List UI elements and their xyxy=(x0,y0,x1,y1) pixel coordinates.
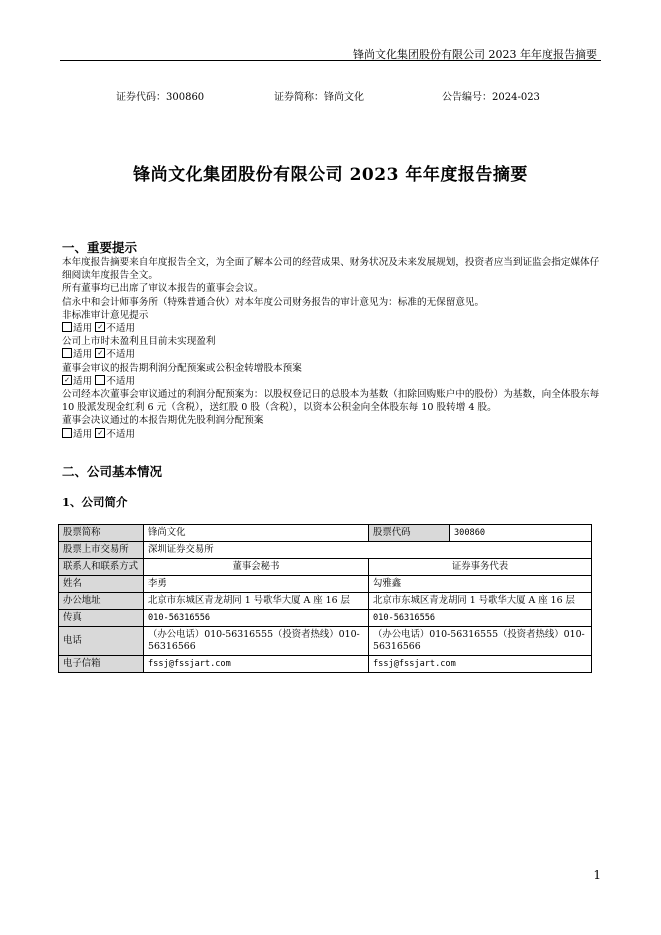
table-label-cell: 电话 xyxy=(59,627,144,656)
subsection-heading-company-profile: 1、公司简介 xyxy=(62,495,128,509)
note-paragraph: 非标准审计意见提示 xyxy=(62,309,149,321)
document-title: 锋尚文化集团股份有限公司 2023 年年度报告摘要 xyxy=(133,165,528,185)
table-row xyxy=(59,542,592,559)
note-paragraph: 本年度报告摘要来自年度报告全文，为全面了解本公司的经营成果、财务状况及未来发展规划，投资者应当到证监会指定媒体仔细阅读年度报告全文。 xyxy=(62,257,600,282)
header-rule xyxy=(60,60,601,61)
table-label-cell: 传真 xyxy=(59,610,144,627)
company-profile-table xyxy=(58,524,592,673)
table-cell: 北京市东城区青龙胡同 1 号歌华大厦 A 座 16 层 xyxy=(144,593,369,610)
note-paragraph: 信永中和会计师事务所（特殊普通合伙）对本年度公司财务报告的审计意见为：标准的无保留意见。 xyxy=(62,296,485,308)
table-cell: 北京市东城区青龙胡同 1 号歌华大厦 A 座 16 层 xyxy=(369,593,592,610)
table-cell: fssj@fssjart.com xyxy=(369,656,592,673)
table-cell: （办公电话）010-56316555（投资者热线）010-56316566 xyxy=(369,627,592,656)
table-cell: 010-56316556 xyxy=(369,610,592,627)
table-row xyxy=(59,576,592,593)
page-number: 1 xyxy=(593,868,601,882)
section-heading-important: 一、重要提示 xyxy=(62,240,138,255)
table-row xyxy=(59,559,592,576)
table-label-cell: 股票代码 xyxy=(369,525,450,542)
checkbox-unchecked-icon xyxy=(95,375,105,385)
checkbox-checked-icon xyxy=(95,428,105,438)
checkbox-row: 适用 ✓ 不适用 xyxy=(62,322,602,335)
table-header-cell: 证券事务代表 xyxy=(369,559,592,576)
table-cell: 勾雅鑫 xyxy=(369,576,592,593)
table-header-cell: 董事会秘书 xyxy=(144,559,369,576)
table-label-cell: 股票上市交易所 xyxy=(59,542,144,559)
table-label-cell: 姓名 xyxy=(59,576,144,593)
section-heading-company-basics: 二、公司基本情况 xyxy=(62,464,163,479)
table-row xyxy=(59,593,592,610)
checkbox-checked-icon xyxy=(95,348,105,358)
table-cell: （办公电话）010-56316555（投资者热线）010-56316566 xyxy=(144,627,369,656)
table-label-cell: 电子信箱 xyxy=(59,656,144,673)
note-paragraph: 董事会决议通过的本报告期优先股利润分配预案 xyxy=(62,415,264,427)
table-cell: 300860 xyxy=(450,525,592,542)
note-paragraph: 董事会审议的报告期利润分配预案或公积金转增股本预案 xyxy=(62,362,302,374)
announcement-number: 公告编号：2024-023 xyxy=(442,92,540,103)
table-cell: 010-56316556 xyxy=(144,610,369,627)
note-paragraph: 公司经本次董事会审议通过的利润分配预案为：以股权登记日的总股本为基数（扣除回购账户中的股份）为基数，向全体股东每 10 股派发现金红利 6 元（含税），送红股 0 股（含税），以资本公积金向全体股东每 10 股转增 4 股。 xyxy=(62,389,600,414)
stock-abbreviation: 证券简称：锋尚文化 xyxy=(274,92,364,103)
checkbox-row: 适用 ✓ 不适用 xyxy=(62,348,602,361)
table-row xyxy=(59,627,592,656)
note-paragraph: 公司上市时未盈利且目前未实现盈利 xyxy=(62,336,216,348)
table-cell: 锋尚文化 xyxy=(144,525,369,542)
table-row xyxy=(59,610,592,627)
important-notes xyxy=(62,256,602,441)
running-header: 锋尚文化集团股份有限公司 2023 年年度报告摘要 xyxy=(353,48,597,61)
checkbox-unchecked-icon xyxy=(62,348,72,358)
table-label-cell: 联系人和联系方式 xyxy=(59,559,144,576)
checkbox-checked-icon xyxy=(62,375,72,385)
table-label-cell: 办公地址 xyxy=(59,593,144,610)
note-paragraph: 所有董事均已出席了审议本报告的董事会会议。 xyxy=(62,283,264,295)
checkbox-row: 适用 ✓ 不适用 xyxy=(62,428,602,441)
table-cell: fssj@fssjart.com xyxy=(144,656,369,673)
table-cell: 李勇 xyxy=(144,576,369,593)
table-cell: 深圳证券交易所 xyxy=(144,542,592,559)
table-label-cell: 股票简称 xyxy=(59,525,144,542)
checkbox-row: ✓适用 不适用 xyxy=(62,375,602,388)
stock-code: 证券代码：300860 xyxy=(116,92,205,103)
table-row xyxy=(59,525,592,542)
checkbox-unchecked-icon xyxy=(62,322,72,332)
checkbox-unchecked-icon xyxy=(62,428,72,438)
table-row xyxy=(59,656,592,673)
checkbox-checked-icon xyxy=(95,322,105,332)
